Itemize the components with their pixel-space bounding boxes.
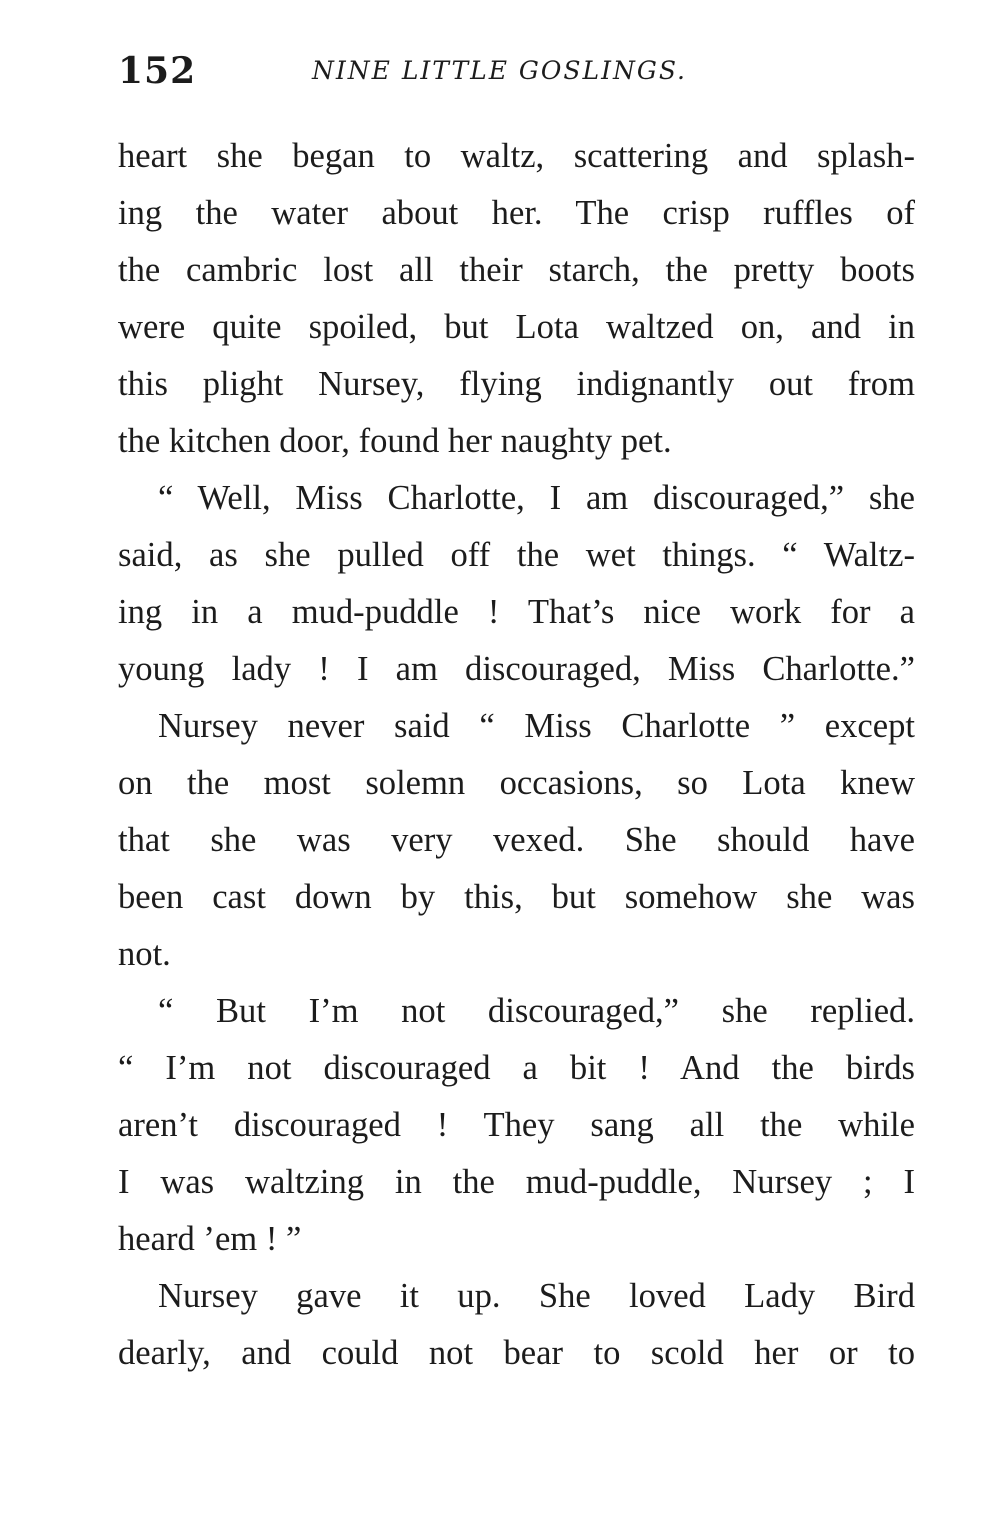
text-line: aren’t discouraged ! They sang all the while <box>118 1106 915 1144</box>
text-line: on the most solemn occasions, so Lota knew <box>118 764 915 802</box>
running-title: NINE LITTLE GOSLINGS. <box>312 56 688 85</box>
text-line: “ Well, Miss Charlotte, I am discouraged,” she <box>158 479 915 517</box>
text-line: young lady ! I am discouraged, Miss Charlotte.” <box>118 650 915 688</box>
text-line: Nursey gave it up. She loved Lady Bird <box>158 1277 915 1315</box>
text-line: dearly, and could not bear to scold her or to <box>118 1334 915 1372</box>
text-line: ing the water about her. The crisp ruffles of <box>118 194 915 232</box>
page-header <box>118 50 918 100</box>
text-line: said, as she pulled off the wet things. “ Waltz- <box>118 536 915 574</box>
text-line: that she was very vexed. She should have <box>118 821 915 859</box>
text-line: heart she began to waltz, scattering and splash- <box>118 137 915 175</box>
text-line: not. <box>118 935 171 973</box>
text-line: ing in a mud-puddle ! That’s nice work for a <box>118 593 915 631</box>
text-line: the kitchen door, found her naughty pet. <box>118 422 672 460</box>
text-line: this plight Nursey, flying indignantly out from <box>118 365 915 403</box>
text-line: “ But I’m not discouraged,” she replied. <box>158 992 915 1030</box>
body-text <box>118 128 915 1382</box>
text-line: been cast down by this, but somehow she was <box>118 878 915 916</box>
text-line: Nursey never said “ Miss Charlotte ” except <box>158 707 915 745</box>
page-number: 152 <box>118 50 197 92</box>
text-line: “ I’m not discouraged a bit ! And the birds <box>118 1049 915 1087</box>
text-line: the cambric lost all their starch, the pretty boots <box>118 251 915 289</box>
text-line: heard ’em ! ” <box>118 1220 302 1258</box>
text-line: I was waltzing in the mud-puddle, Nursey ; I <box>118 1163 915 1201</box>
text-line: were quite spoiled, but Lota waltzed on, and in <box>118 308 915 346</box>
